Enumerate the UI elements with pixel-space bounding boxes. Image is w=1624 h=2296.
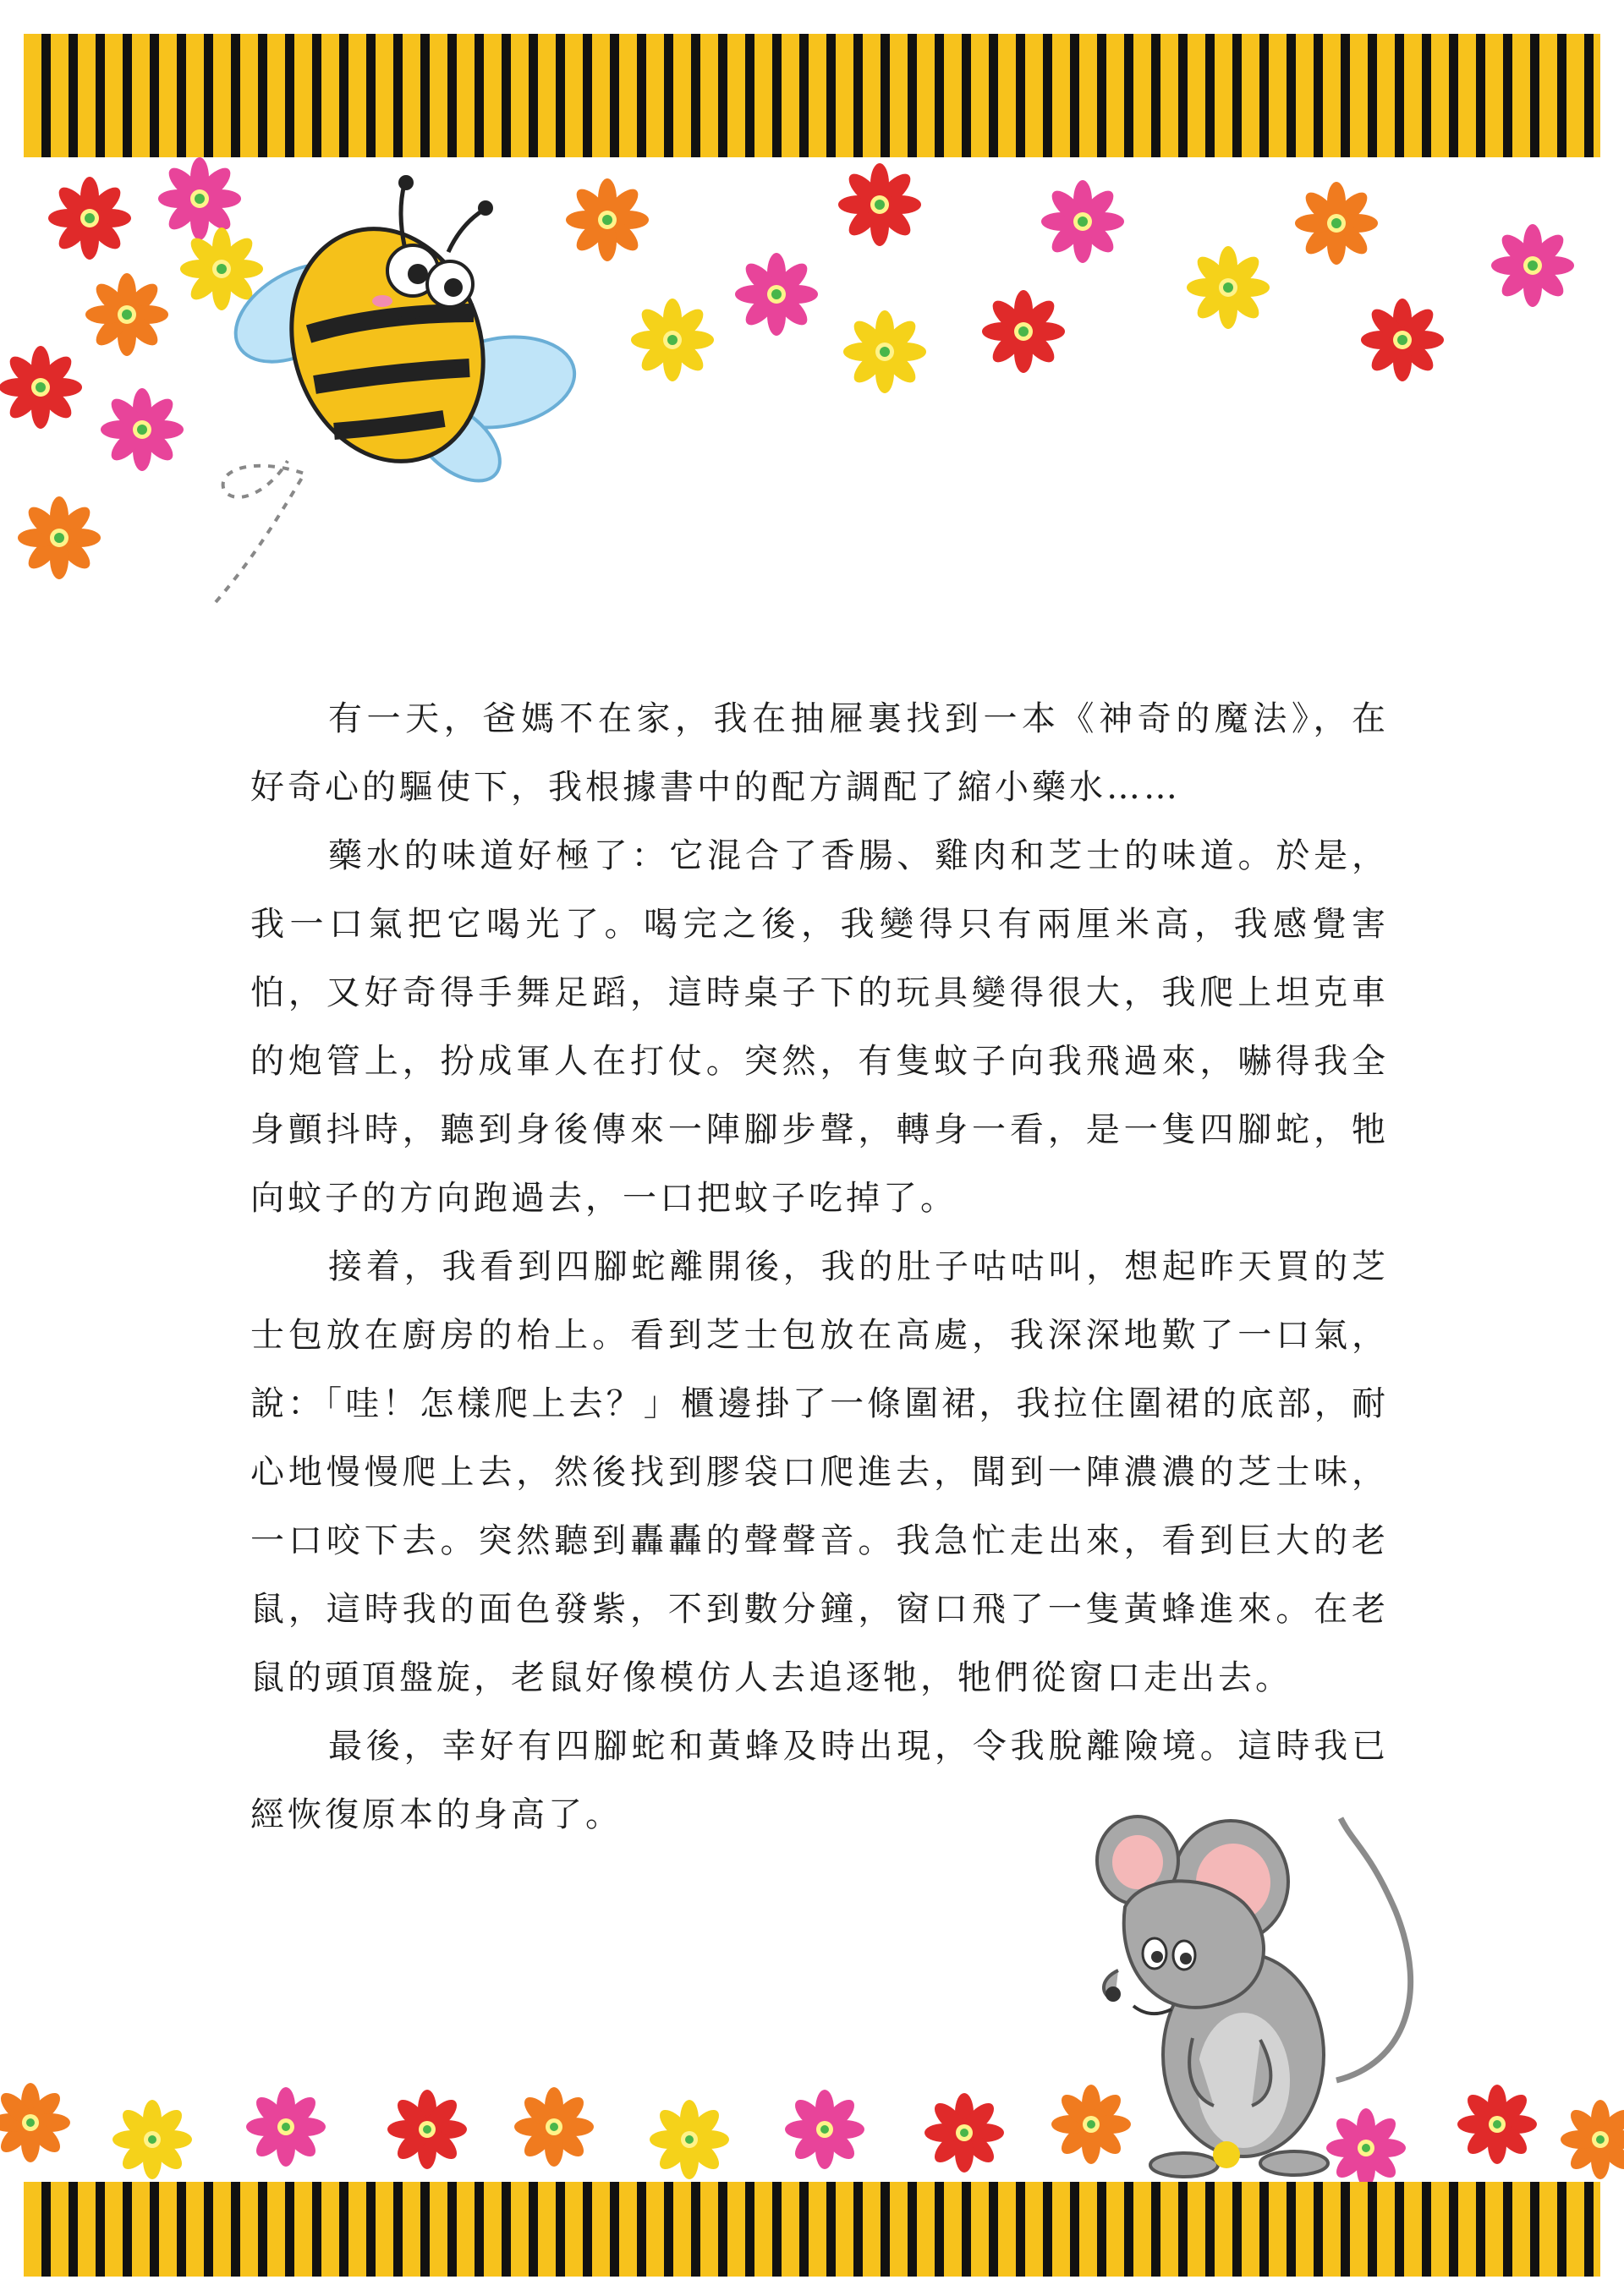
daisy-flower (1561, 2100, 1624, 2179)
daisy-flower (785, 2090, 864, 2169)
daisy-flower (246, 2087, 326, 2167)
daisy-flower (1361, 299, 1444, 381)
daisy-flower (631, 299, 714, 381)
daisy-flower (843, 310, 926, 393)
daisy-flower (735, 253, 818, 336)
daisy-flower (924, 2093, 1004, 2173)
daisy-flower (1457, 2085, 1537, 2164)
daisy-flower (158, 157, 241, 240)
top-decoration (0, 0, 1624, 643)
daisy-flower (0, 2083, 70, 2162)
daisy-flower (1213, 2141, 1240, 2168)
daisy-flower (1295, 182, 1378, 265)
story-paragraph: 藥水的味道好極了：它混合了香腸、雞肉和芝士的味道。於是，我一口氣把它喝光了。喝完之後，我變得只有兩厘米高，我感覺害怕，又好奇得手舞足蹈，這時桌子下的玩具變得很大，我爬上坦克車的炮管上，扮成軍人在打仗。突然，有隻蚊子向我飛過來，嚇得我全身顫抖時，聽到身後傳來一陣腳步聲，轉身一看，是一隻四腳蛇，牠向蚊子的方向跑過去，一口把蚊子吃掉了。 (250, 836, 1389, 1218)
daisy-flower (566, 178, 649, 261)
daisy-flower (1187, 246, 1270, 329)
daisy-flower (1051, 2085, 1131, 2164)
daisy-flower (1041, 180, 1124, 263)
story-paragraph: 最後，幸好有四腳蛇和黃蜂及時出現，令我脫離險境。這時我已經恢復原本的身高了。 (250, 1727, 1389, 1834)
daisy-flower (514, 2087, 594, 2167)
bee-flight-trail (216, 461, 304, 602)
daisy-flower (85, 273, 168, 356)
daisy-flower (48, 177, 131, 260)
daisy-flower (112, 2100, 192, 2179)
daisy-flower (838, 163, 921, 246)
daisy-flower (387, 2090, 467, 2169)
daisy-flower (1491, 224, 1574, 307)
bottom-stripe-border (24, 2182, 1600, 2277)
daisy-flower (0, 346, 82, 429)
daisy-flower (18, 496, 101, 579)
daisy-flower (650, 2100, 729, 2179)
daisy-flower (1326, 2108, 1406, 2188)
cartoon-bee (219, 175, 582, 496)
daisy-flower (982, 290, 1065, 373)
story-paragraph: 接着，我看到四腳蛇離開後，我的肚子咕咕叫，想起昨天買的芝士包放在廚房的枱上。看到芝士包放在高處，我深深地歎了一口氣，說：「哇！怎樣爬上去？」櫃邊掛了一條圍裙，我拉住圍裙的底部，耐心地慢慢爬上去，然後找到膠袋口爬進去，聞到一陣濃濃的芝士味，一口咬下去。突然聽到轟轟的聲聲音。我急忙走出來，看到巨大的老鼠，這時我的面色發紫，不到數分鐘，窗口飛了一隻黃蜂進來。在老鼠的頭頂盤旋，老鼠好像模仿人去追逐牠，牠們從窗口走出去。 (250, 1247, 1389, 1697)
story-paragraph: 有一天，爸媽不在家，我在抽屜裏找到一本《神奇的魔法》，在好奇心的驅使下，我根據書中的配方調配了縮小藥水…… (250, 699, 1389, 807)
story-body (250, 685, 1389, 1849)
daisy-flower (101, 388, 184, 471)
